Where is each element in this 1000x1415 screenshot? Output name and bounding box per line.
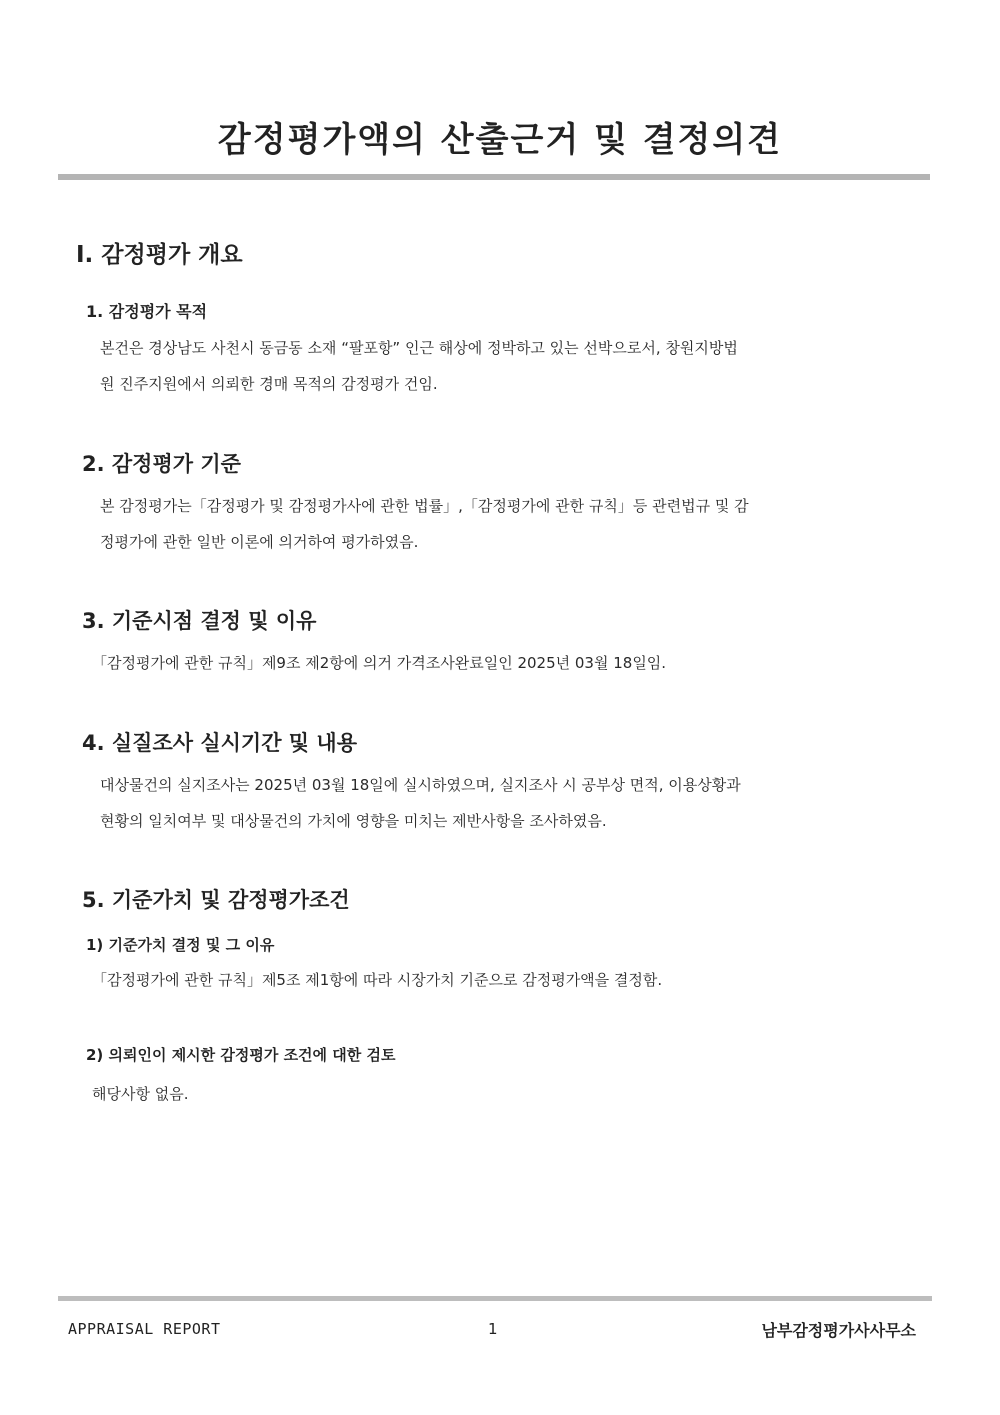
paragraph-line: 본건은 경상남도 사천시 동금동 소재 “팔포항” 인근 해상에 정박하고 있는 선박으로서, 창원지방법 — [100, 339, 738, 357]
paragraph-line: 본 감정평가는「감정평가 및 감정평가사에 관한 법률」,「감정평가에 관한 규칙」등 관련법규 및 감 — [100, 497, 749, 515]
item-heading-value-basis: 5. 기준가치 및 감정평가조건 — [82, 888, 350, 912]
item-heading-purpose: 1. 감정평가 목적 — [86, 302, 208, 321]
item-heading-base-date: 3. 기준시점 결정 및 이유 — [82, 609, 317, 633]
page-title: 감정평가액의 산출근거 및 결정의견 — [217, 120, 783, 160]
item-heading-inspection: 4. 실질조사 실시기간 및 내용 — [82, 731, 357, 755]
section-heading-overview: I. 감정평가 개요 — [76, 242, 243, 268]
subitem-heading-value-decision: 1) 기준가치 결정 및 그 이유 — [86, 936, 275, 954]
item-heading-basis: 2. 감정평가 기준 — [82, 452, 241, 476]
paragraph-line: 해당사항 없음. — [92, 1085, 189, 1103]
paragraph-line: 현황의 일치여부 및 대상물건의 가치에 영향을 미치는 제반사항을 조사하였음. — [100, 812, 607, 830]
paragraph-line: 원 진주지원에서 의뢰한 경매 목적의 감정평가 건임. — [100, 375, 438, 393]
paragraph-line: 「감정평가에 관한 규칙」제9조 제2항에 의거 가격조사완료일인 2025년 03월 18일임. — [92, 654, 667, 672]
paragraph-purpose — [100, 330, 884, 402]
paragraph-basis — [100, 488, 884, 560]
subitem-heading-client-conditions: 2) 의뢰인이 제시한 감정평가 조건에 대한 검토 — [86, 1046, 396, 1064]
footer-divider — [58, 1296, 932, 1301]
footer-office-name: 남부감정평가사사무소 — [761, 1321, 916, 1340]
paragraph-line: 정평가에 관한 일반 이론에 의거하여 평가하였음. — [100, 533, 419, 551]
paragraph-value-decision — [92, 962, 884, 998]
paragraph-base-date — [92, 645, 884, 681]
paragraph-inspection — [100, 767, 884, 839]
paragraph-client-conditions — [92, 1076, 884, 1112]
paragraph-line: 「감정평가에 관한 규칙」제5조 제1항에 따라 시장가치 기준으로 감정평가액을 결정함. — [92, 971, 663, 989]
footer-page-number: 1 — [488, 1320, 498, 1338]
paragraph-line: 대상물건의 실지조사는 2025년 03월 18일에 실시하였으며, 실지조사 시 공부상 면적, 이용상황과 — [100, 776, 741, 794]
footer-report-label: APPRAISAL REPORT — [68, 1320, 221, 1338]
title-divider — [58, 174, 930, 180]
